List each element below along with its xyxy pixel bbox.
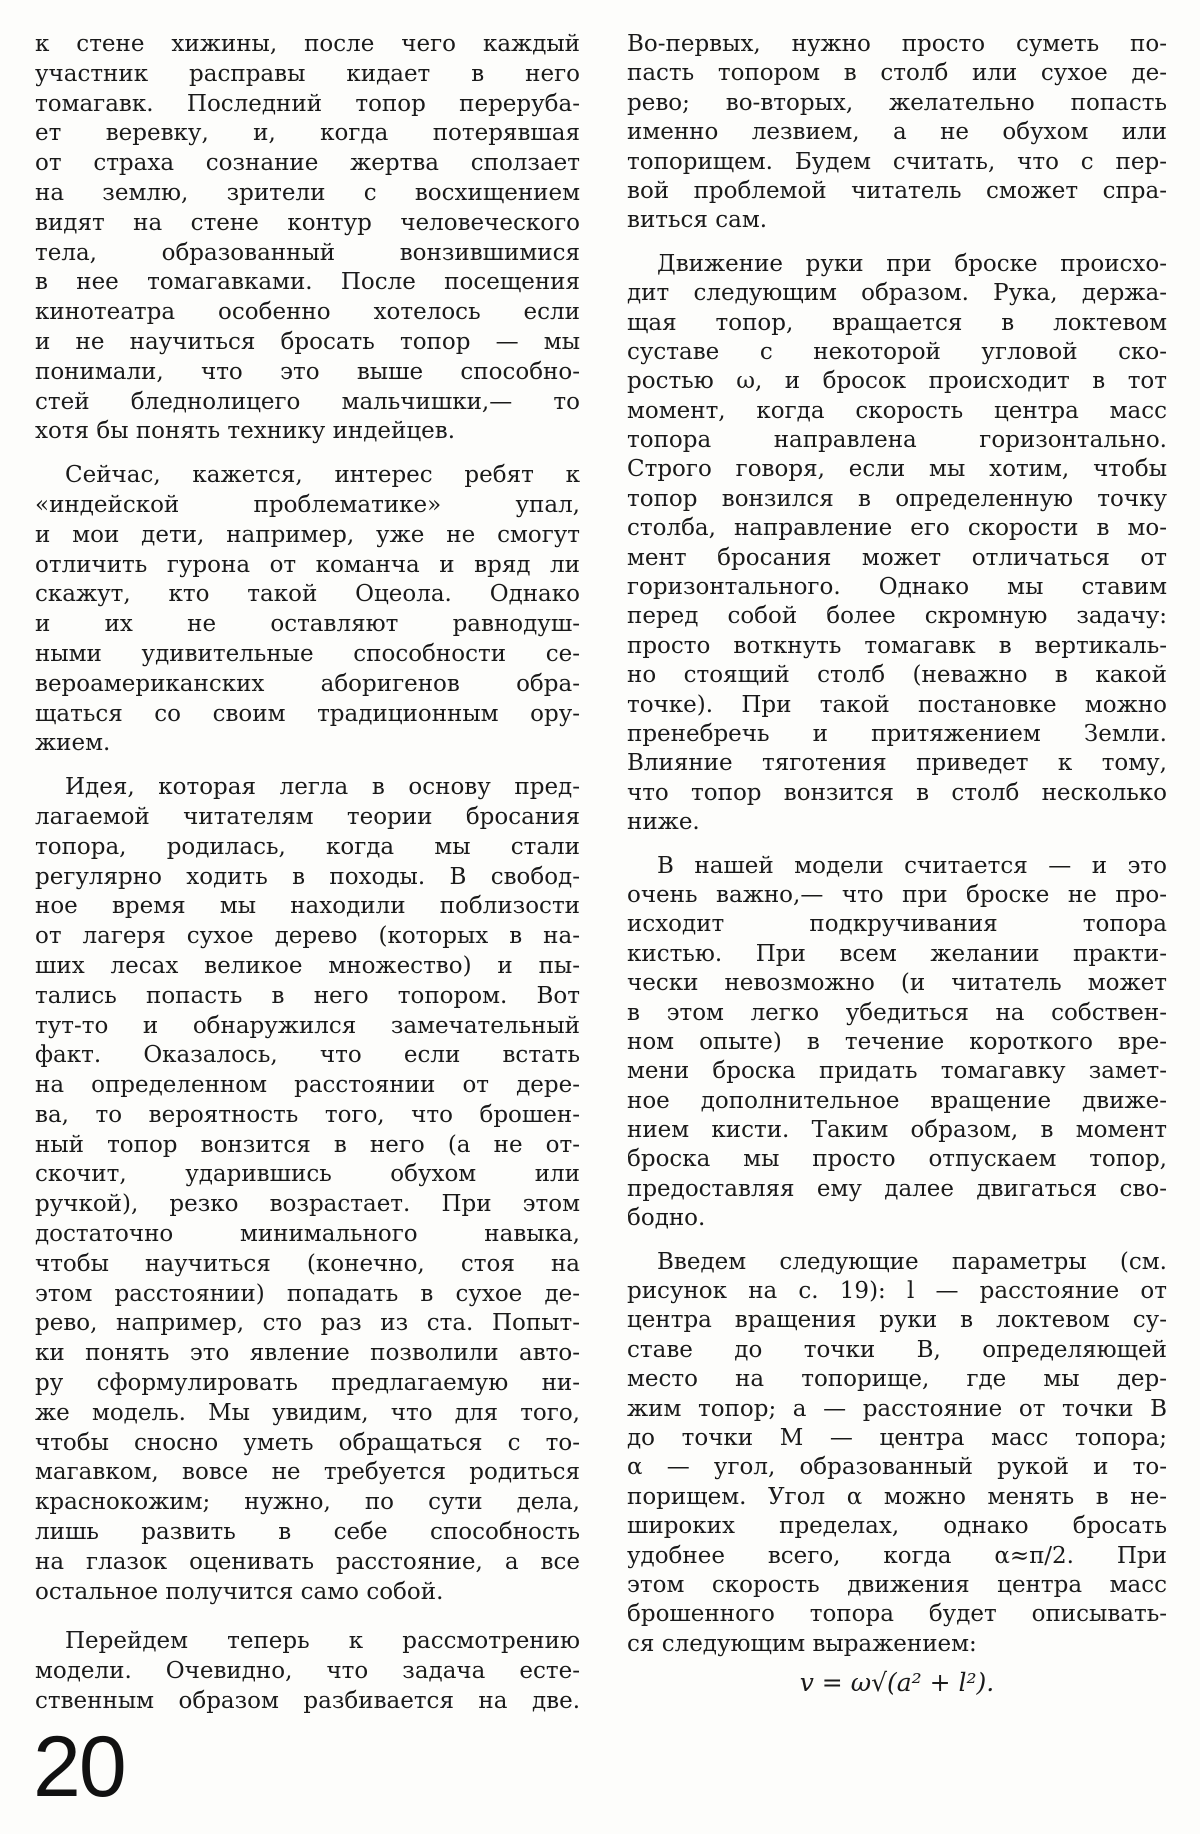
text-line: этом скорость движения центра масс — [627, 1571, 1167, 1598]
text-line: момент, когда скорость центра масс — [627, 397, 1167, 424]
text-line: ва, то вероятность того, что брошен- — [35, 1101, 580, 1128]
text-line: просто воткнуть томагавк в вертикаль- — [627, 632, 1167, 659]
text-line: томагавк. Последний топор переруба- — [35, 90, 580, 117]
text-line: участник расправы кидает в него — [35, 60, 580, 87]
text-line: и не научиться бросать топор — мы — [35, 328, 580, 355]
text-line: ки понять это явление позволили авто- — [35, 1340, 580, 1367]
text-line: ное время мы находили поблизости — [35, 893, 580, 920]
text-line: Сейчас, кажется, интерес ребят к — [65, 462, 580, 489]
text-line: ном опыте) в течение короткого вре- — [627, 1028, 1167, 1055]
text-line: нием кисти. Таким образом, в момент — [627, 1117, 1167, 1144]
paragraph — [627, 30, 1167, 236]
text-line: предоставляя ему далее двигаться сво- — [627, 1175, 1167, 1202]
text-line: дит следующим образом. Рука, держа- — [627, 280, 1167, 307]
text-line: скажут, кто такой Оцеола. Однако — [35, 581, 580, 608]
text-line: пренебречь и притяжением Земли. — [627, 720, 1167, 747]
text-line: ное дополнительное вращение движе- — [627, 1087, 1167, 1114]
text-line: виться сам. — [627, 207, 768, 234]
text-line: что топор вонзится в столб несколько — [627, 779, 1167, 806]
text-line: понимали, что это выше способно- — [35, 358, 580, 385]
text-line: и мои дети, например, уже не смогут — [35, 521, 580, 548]
text-line: чески невозможно (и читатель может — [627, 970, 1167, 997]
text-line: на определенном расстоянии от дере- — [35, 1072, 580, 1099]
text-line: жим топор; a — расстояние от точки B — [627, 1395, 1167, 1422]
text-line: точке). При такой постановке можно — [627, 691, 1167, 718]
text-line: вой проблемой читатель сможет спра- — [627, 177, 1167, 204]
text-line: широких пределах, однако бросать — [627, 1513, 1167, 1540]
text-line: Во-первых, нужно просто суметь по- — [627, 31, 1167, 57]
text-line: чтобы научиться (конечно, стоя на — [35, 1250, 580, 1277]
text-line: до точки M — центра масс топора; — [627, 1424, 1167, 1451]
text-line: кистью. При всем желании практи- — [627, 940, 1167, 967]
paragraph — [35, 461, 580, 759]
text-line: топора, родилась, когда мы стали — [35, 833, 580, 860]
text-line: порищем. Угол α можно менять в не- — [627, 1483, 1167, 1510]
paragraph — [627, 852, 1167, 1234]
text-line: ших лесах великое множество) и пы- — [35, 952, 580, 979]
text-line: ручкой), резко возрастает. При этом — [35, 1191, 580, 1218]
text-line: «индейской проблематике» упал, — [35, 491, 580, 518]
text-line: этом расстоянии) попадать в сухое де- — [35, 1280, 580, 1307]
text-line: рево; во-вторых, желательно попасть — [627, 89, 1167, 116]
text-line: тались попасть в него топором. Вот — [35, 982, 580, 1009]
text-line: исходит подкручивания топора — [627, 911, 1167, 938]
text-line: мени броска придать томагавку замет- — [627, 1058, 1167, 1085]
text-line: топора направлена горизонтально. — [627, 427, 1167, 454]
text-line: лишь развить в себе способность — [35, 1519, 580, 1546]
text-line: Движение руки при броске происхо- — [657, 250, 1167, 277]
text-line: брошенного топора будет описывать- — [627, 1601, 1167, 1628]
velocity-formula: v = ω√(a² + l²). — [799, 1668, 995, 1697]
text-line: топор вонзился в определенную точку — [627, 485, 1167, 512]
text-line: но стоящий столб (неважно в какой — [627, 662, 1167, 689]
text-line: от страха сознание жертва сползает — [35, 150, 580, 177]
page-number: 20 — [33, 1719, 125, 1815]
text-line: ру сформулировать предлагаемую ни- — [35, 1370, 580, 1397]
text-line: рисунок на с. 19): l — расстояние от — [627, 1278, 1167, 1305]
text-line: пасть топором в столб или сухое де- — [627, 60, 1167, 87]
text-line: столба, направление его скорости в мо- — [627, 515, 1167, 542]
text-line: топорищем. Будем считать, что с пер- — [627, 148, 1167, 175]
text-line: очень важно,— что при броске не про- — [627, 881, 1167, 908]
text-line: остальное получится само собой. — [35, 1578, 444, 1605]
text-line: Идея, которая легла в основу пред- — [65, 774, 580, 801]
text-line: именно лезвием, а не обухом или — [627, 119, 1167, 146]
text-line: ниже. — [627, 809, 700, 836]
text-line: место на топорище, где мы дер- — [627, 1366, 1167, 1393]
text-line: В нашей модели считается — и это — [657, 852, 1167, 879]
text-line: достаточно минимального навыка, — [35, 1221, 580, 1248]
text-line: лагаемой читателям теории бросания — [35, 803, 580, 830]
text-line: перед собой более скромную задачу: — [627, 603, 1167, 630]
text-line: регулярно ходить в походы. В свобод- — [35, 863, 580, 890]
paragraph — [35, 1627, 580, 1716]
text-line: броска мы просто отпускаем топор, — [627, 1146, 1167, 1173]
text-line: вероамериканских аборигенов обра- — [35, 670, 580, 697]
text-line: Строго говоря, если мы хотим, чтобы — [627, 456, 1167, 483]
text-line: тела, образованный вонзившимися — [35, 239, 580, 266]
paragraph — [627, 1248, 1167, 1659]
text-line: Перейдем теперь к рассмотрению — [65, 1628, 580, 1655]
text-line: горизонтального. Однако мы ставим — [627, 574, 1167, 601]
text-line: ственным образом разбивается на две. — [35, 1688, 580, 1715]
text-line: ростью ω, и бросок происходит в тот — [627, 368, 1167, 395]
text-line: удобнее всего, когда α≈π/2. При — [627, 1542, 1167, 1569]
text-line: хотя бы понять технику индейцев. — [35, 418, 456, 445]
text-line: в нее томагавками. После посещения — [35, 269, 580, 296]
text-line: рево, например, сто раз из ста. Попыт- — [35, 1310, 580, 1337]
text-line: ставе до точки B, определяющей — [627, 1336, 1167, 1363]
text-line: чтобы сносно уметь обращаться с то- — [35, 1429, 580, 1456]
text-line: щаться со своим традиционным ору- — [35, 700, 580, 727]
text-line: на землю, зрители с восхищением — [35, 179, 580, 206]
text-line: стей бледнолицего мальчишки,— то — [35, 388, 580, 415]
text-line: и их не оставляют равнодуш- — [35, 611, 580, 638]
text-line: краснокожим; нужно, по сути дела, — [35, 1489, 580, 1516]
text-line: факт. Оказалось, что если встать — [35, 1042, 580, 1069]
text-line: кинотеатра особенно хотелось если — [35, 299, 580, 326]
text-line: ный топор вонзится в него (а не от- — [35, 1131, 580, 1158]
paragraph — [35, 773, 580, 1607]
text-line: видят на стене контур человеческого — [35, 209, 580, 236]
paragraph — [35, 30, 580, 447]
text-line: α — угол, образованный рукой и то- — [627, 1454, 1167, 1481]
right-text-column — [627, 30, 1167, 1659]
text-line: на глазок оценивать расстояние, а все — [35, 1548, 580, 1575]
text-line: центра вращения руки в локтевом су- — [627, 1307, 1167, 1334]
text-line: жием. — [35, 730, 111, 757]
text-line: Влияние тяготения приведет к тому, — [627, 750, 1167, 777]
text-line: мент бросания может отличаться от — [627, 544, 1167, 571]
text-line: магавком, вовсе не требуется родиться — [35, 1459, 580, 1486]
text-line: Введем следующие параметры (см. — [657, 1248, 1167, 1275]
text-line: щая топор, вращается в локтевом — [627, 309, 1167, 336]
text-line: скочит, ударившись обухом или — [35, 1161, 580, 1188]
paragraph — [627, 250, 1167, 838]
text-line: от лагеря сухое дерево (которых в на- — [35, 923, 580, 950]
text-line: ными удивительные способности се- — [35, 640, 580, 667]
text-line: бодно. — [627, 1205, 706, 1232]
left-text-column — [35, 30, 580, 1717]
text-line: тут-то и обнаружился замечательный — [35, 1012, 580, 1039]
text-line: ся следующим выражением: — [627, 1630, 977, 1657]
text-line: отличить гурона от команча и вряд ли — [35, 551, 580, 578]
text-line: в этом легко убедиться на собствен- — [627, 999, 1167, 1026]
text-line: же модель. Мы увидим, что для того, — [35, 1399, 580, 1426]
text-line: к стене хижины, после чего каждый — [35, 31, 580, 57]
text-line: ет веревку, и, когда потерявшая — [35, 120, 580, 147]
text-line: суставе с некоторой угловой ско- — [627, 338, 1167, 365]
text-line: модели. Очевидно, что задача есте- — [35, 1658, 580, 1685]
